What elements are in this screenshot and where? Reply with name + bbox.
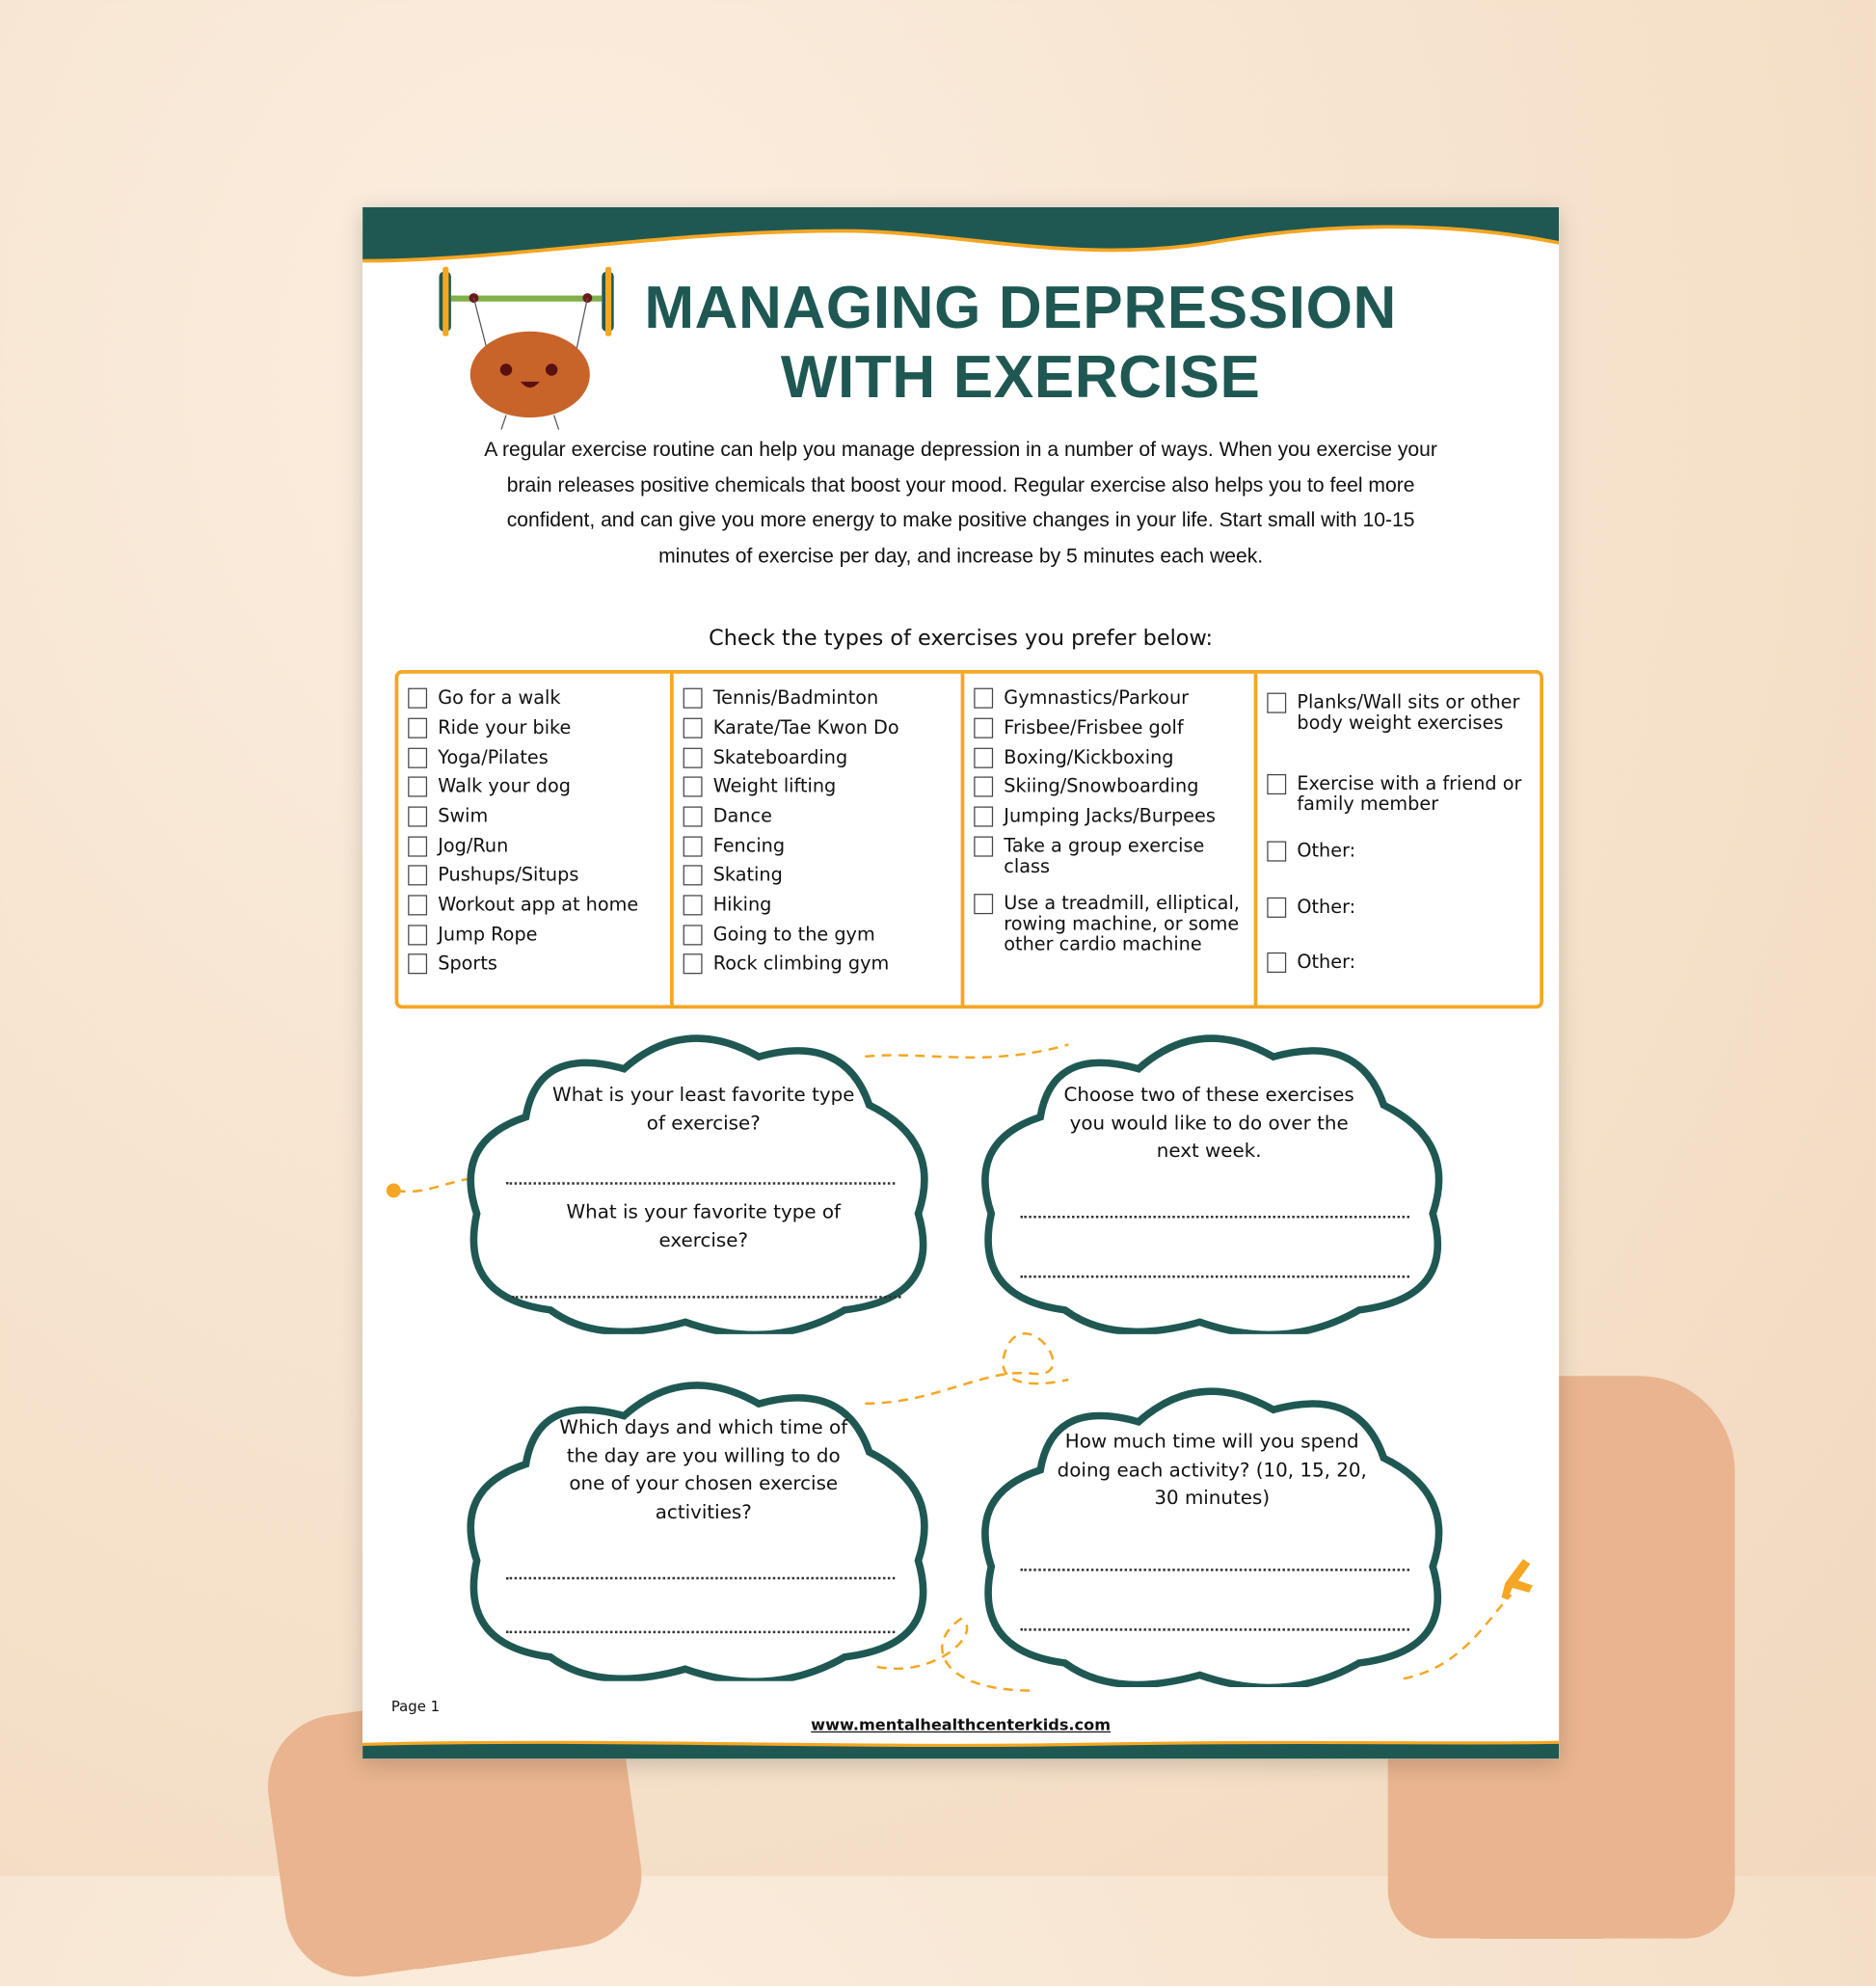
checklist-item-label: Pushups/Situps (438, 864, 579, 886)
checklist-item-label: Skateboarding (712, 746, 848, 768)
question-days-time: Which days and which time of the day are you willing to do one of your chosen exercise activities? (559, 1415, 848, 1523)
checklist-item-label: Use a treadmill, elliptical, rowing machine, or some other cardio machine (1004, 892, 1240, 955)
checklist-item-label: Other: (1297, 951, 1356, 974)
answer-line[interactable] (512, 1296, 900, 1298)
answer-line[interactable] (1021, 1275, 1409, 1277)
checklist-item-label: Sports (438, 952, 497, 975)
checklist-item-label: Take a group exercise class (1004, 835, 1205, 877)
checklist-item-label: Gymnastics/Parkour (1004, 686, 1190, 709)
checklist-item-label: Other: (1297, 840, 1356, 862)
checklist-item-label: Skiing/Snowboarding (1004, 775, 1199, 797)
checklist-item-label: Rock climbing gym (712, 952, 890, 975)
checklist-item-label: Other: (1297, 896, 1356, 918)
checklist-item-label: Boxing/Kickboxing (1004, 746, 1174, 768)
checklist-item-label: Skating (712, 864, 783, 886)
cloud-days-time (452, 1368, 943, 1681)
question-least-favorite: What is your least favorite type of exercise? (552, 1083, 855, 1134)
cloud-time-spent (967, 1374, 1458, 1687)
cloud-favorite-exercise (452, 1021, 943, 1334)
title-line-2: WITH EXERCISE (780, 343, 1261, 411)
checklist-item-label: Tennis/Badminton (712, 686, 879, 709)
answer-line[interactable] (506, 1631, 895, 1633)
page-number: Page 1 (390, 1698, 441, 1715)
checklist-item-label: Ride your bike (438, 716, 572, 738)
checklist-item-label: Weight lifting (712, 775, 837, 797)
checklist-item-label: Jog/Run (438, 835, 509, 857)
checklist-item-label: Walk your dog (438, 775, 571, 797)
checklist-item-label: Jumping Jacks/Burpees (1004, 805, 1216, 827)
checklist-item-label: Yoga/Pilates (438, 746, 549, 768)
checklist-item-label: Karate/Tae Kwon Do (712, 716, 899, 738)
checklist-item-label: Workout app at home (438, 894, 639, 916)
checklist-item-label: Going to the gym (712, 924, 875, 946)
checklist-item-label: Dance (712, 805, 772, 827)
answer-line[interactable] (1021, 1216, 1409, 1218)
question-choose-two: Choose two of these exercises you would like to do over the next week. (1063, 1083, 1354, 1163)
answer-line[interactable] (506, 1577, 895, 1579)
checklist-item-label: Fencing (712, 835, 786, 857)
worksheet-page (362, 207, 1559, 1759)
footer-wave (362, 1736, 1559, 1759)
question-favorite: What is your favorite type of exercise? (566, 1199, 842, 1251)
cloud-choose-two (967, 1021, 1458, 1334)
answer-line[interactable] (1021, 1569, 1409, 1570)
title-line-1: MANAGING DEPRESSION (644, 274, 1397, 341)
airplane-icon (1502, 1559, 1533, 1599)
intro-paragraph: A regular exercise routine can help you manage depression in a number of ways. When you exercise your brain releases positive chemicals that boost your mood. Regular exercise also helps you to feel more confident, and can give you more energy to make positive changes in your life. Start small with 10-15 minutes of exercise per day, and increase by 5 minutes each week. (484, 438, 1437, 567)
checklist-item-label: Exercise with a friend or family member (1297, 772, 1522, 816)
checklist-item-label: Hiking (712, 894, 772, 916)
answer-line[interactable] (506, 1182, 895, 1184)
checklist-item-label: Planks/Wall sits or other body weight exercises (1297, 691, 1520, 734)
question-time-spent: How much time will you spend doing each activity? (10, 15, 20, 30 minutes) (1057, 1430, 1367, 1510)
checklist-prompt: Check the types of exercises you prefer below: (709, 626, 1214, 652)
checklist-item-label: Jump Rope (438, 924, 538, 946)
checklist-item-label: Swim (438, 805, 489, 827)
checklist-item-label: Go for a walk (438, 686, 561, 709)
footer-url[interactable]: www.mentalhealthcenterkids.com (811, 1716, 1112, 1735)
checklist-item-label: Frisbee/Frisbee golf (1004, 716, 1184, 738)
answer-line[interactable] (1021, 1628, 1409, 1630)
